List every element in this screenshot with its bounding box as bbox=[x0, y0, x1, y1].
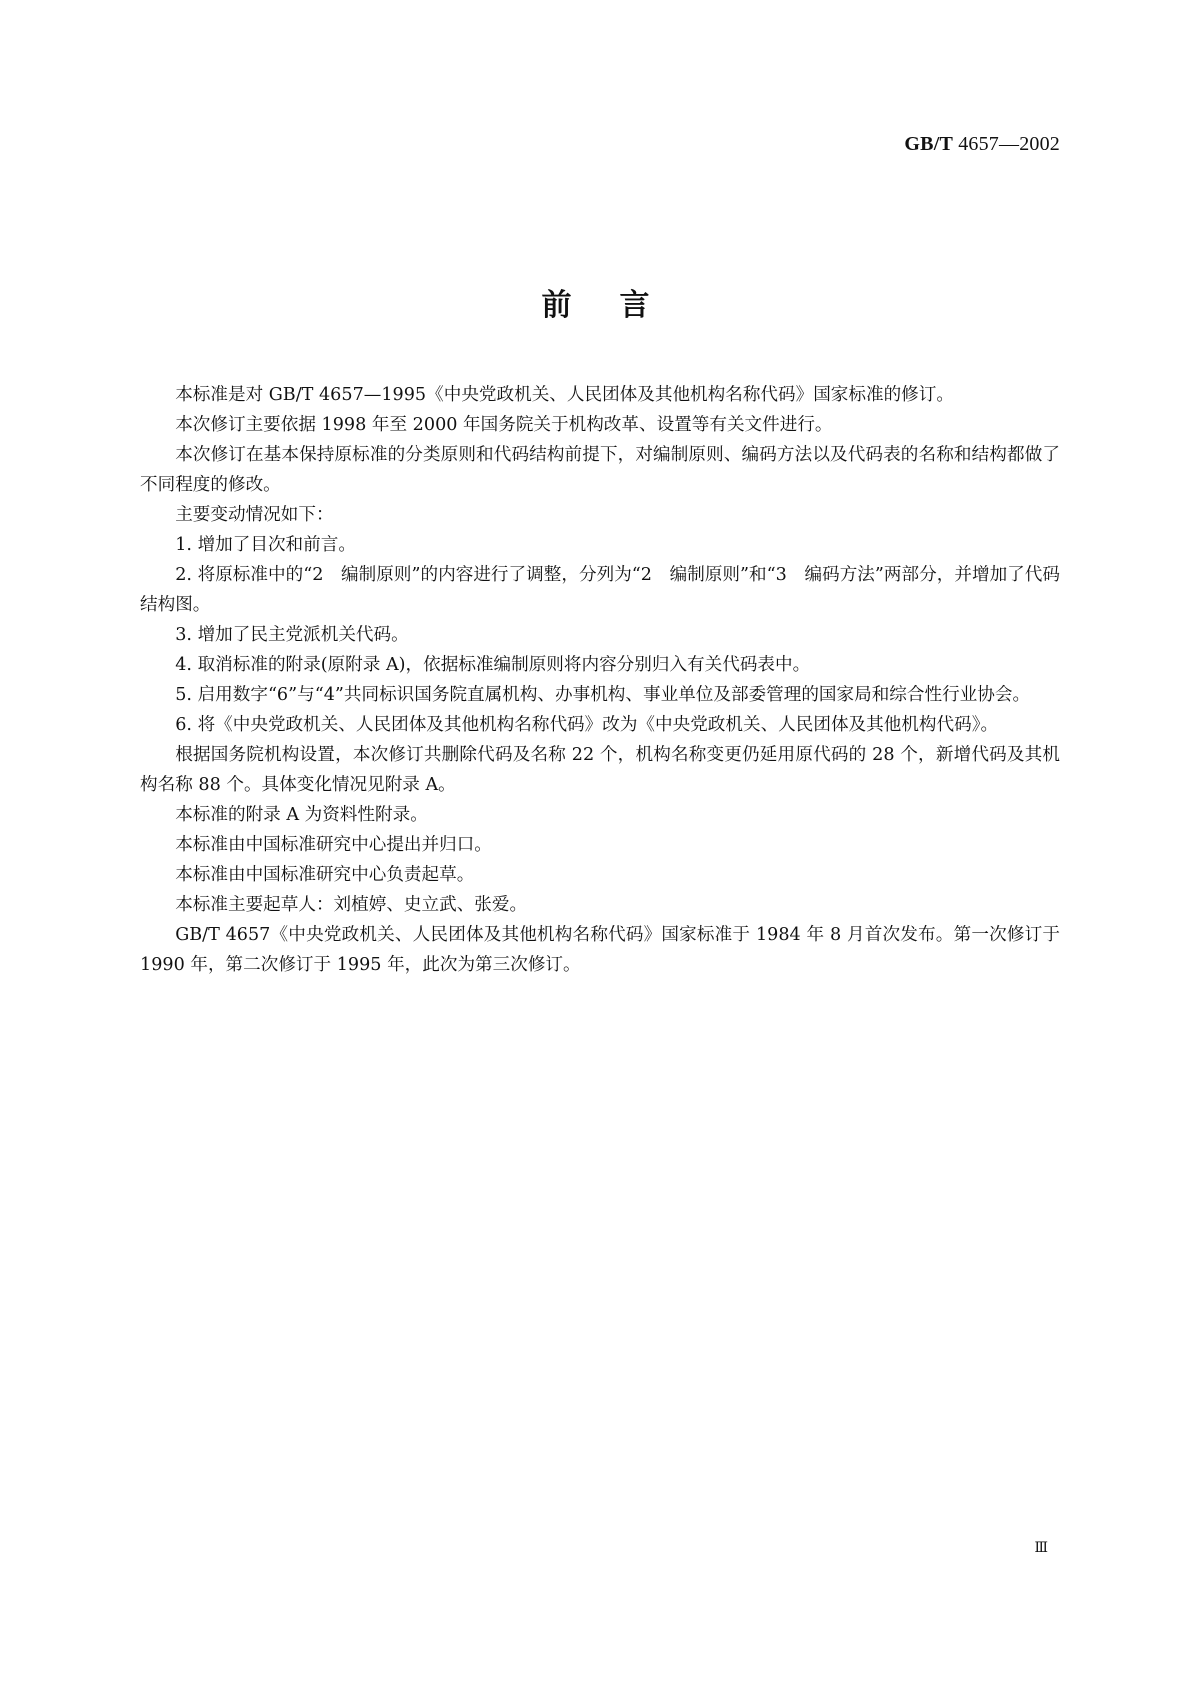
list-item-6: 6. 将《中央党政机关、人民团体及其他机构名称代码》改为《中央党政机关、人民团体及其他机构代码》。 bbox=[175, 715, 999, 735]
paragraph-6: 本标准的附录 A 为资料性附录。 bbox=[175, 805, 428, 825]
standard-code bbox=[904, 133, 1060, 156]
paragraph-1: 本标准是对 GB/T 4657—1995《中央党政机关、人民团体及其他机构名称代码》国家标准的修订。 bbox=[175, 385, 954, 405]
foreword-body bbox=[140, 380, 1060, 980]
list-item-3: 3. 增加了民主党派机关代码。 bbox=[175, 625, 409, 645]
paragraph-3: 本次修订在基本保持原标准的分类原则和代码结构前提下，对编制原则、编码方法以及代码表的名称和结构都做了不同程度的修改。 bbox=[140, 445, 1060, 495]
paragraph-2: 本次修订主要依据 1998 年至 2000 年国务院关于机构改革、设置等有关文件进行。 bbox=[175, 415, 833, 435]
paragraph-10: GB/T 4657《中央党政机关、人民团体及其他机构名称代码》国家标准于 1984 年 8 月首次发布。第一次修订于 1990 年，第二次修订于 1995 年，此次为第三次修订。 bbox=[140, 925, 1060, 975]
page-title: 前言 bbox=[541, 288, 698, 323]
page-number: Ⅲ bbox=[1034, 1540, 1048, 1556]
list-item-5: 5. 启用数字“6”与“4”共同标识国务院直属机构、办事机构、事业单位及部委管理的国家局和综合性行业协会。 bbox=[175, 685, 1031, 705]
paragraph-4: 主要变动情况如下： bbox=[175, 505, 334, 525]
list-item-1: 1. 增加了目次和前言。 bbox=[175, 535, 356, 555]
paragraph-7: 本标准由中国标准研究中心提出并归口。 bbox=[175, 835, 492, 855]
paragraph-9: 本标准主要起草人：刘植婷、史立武、张爱。 bbox=[175, 895, 528, 915]
standard-code-prefix: GB/T bbox=[904, 133, 953, 155]
list-item-4: 4. 取消标准的附录(原附录 A)，依据标准编制原则将内容分别归入有关代码表中。 bbox=[175, 655, 811, 675]
paragraph-5: 根据国务院机构设置，本次修订共删除代码及名称 22 个，机构名称变更仍延用原代码的 28 个，新增代码及其机构名称 88 个。具体变化情况见附录 A。 bbox=[140, 745, 1060, 795]
standard-code-number: 4657—2002 bbox=[953, 133, 1060, 155]
list-item-2: 2. 将原标准中的“2 编制原则”的内容进行了调整，分列为“2 编制原则”和“3 编码方法”两部分，并增加了代码结构图。 bbox=[140, 565, 1060, 615]
paragraph-8: 本标准由中国标准研究中心负责起草。 bbox=[175, 865, 475, 885]
